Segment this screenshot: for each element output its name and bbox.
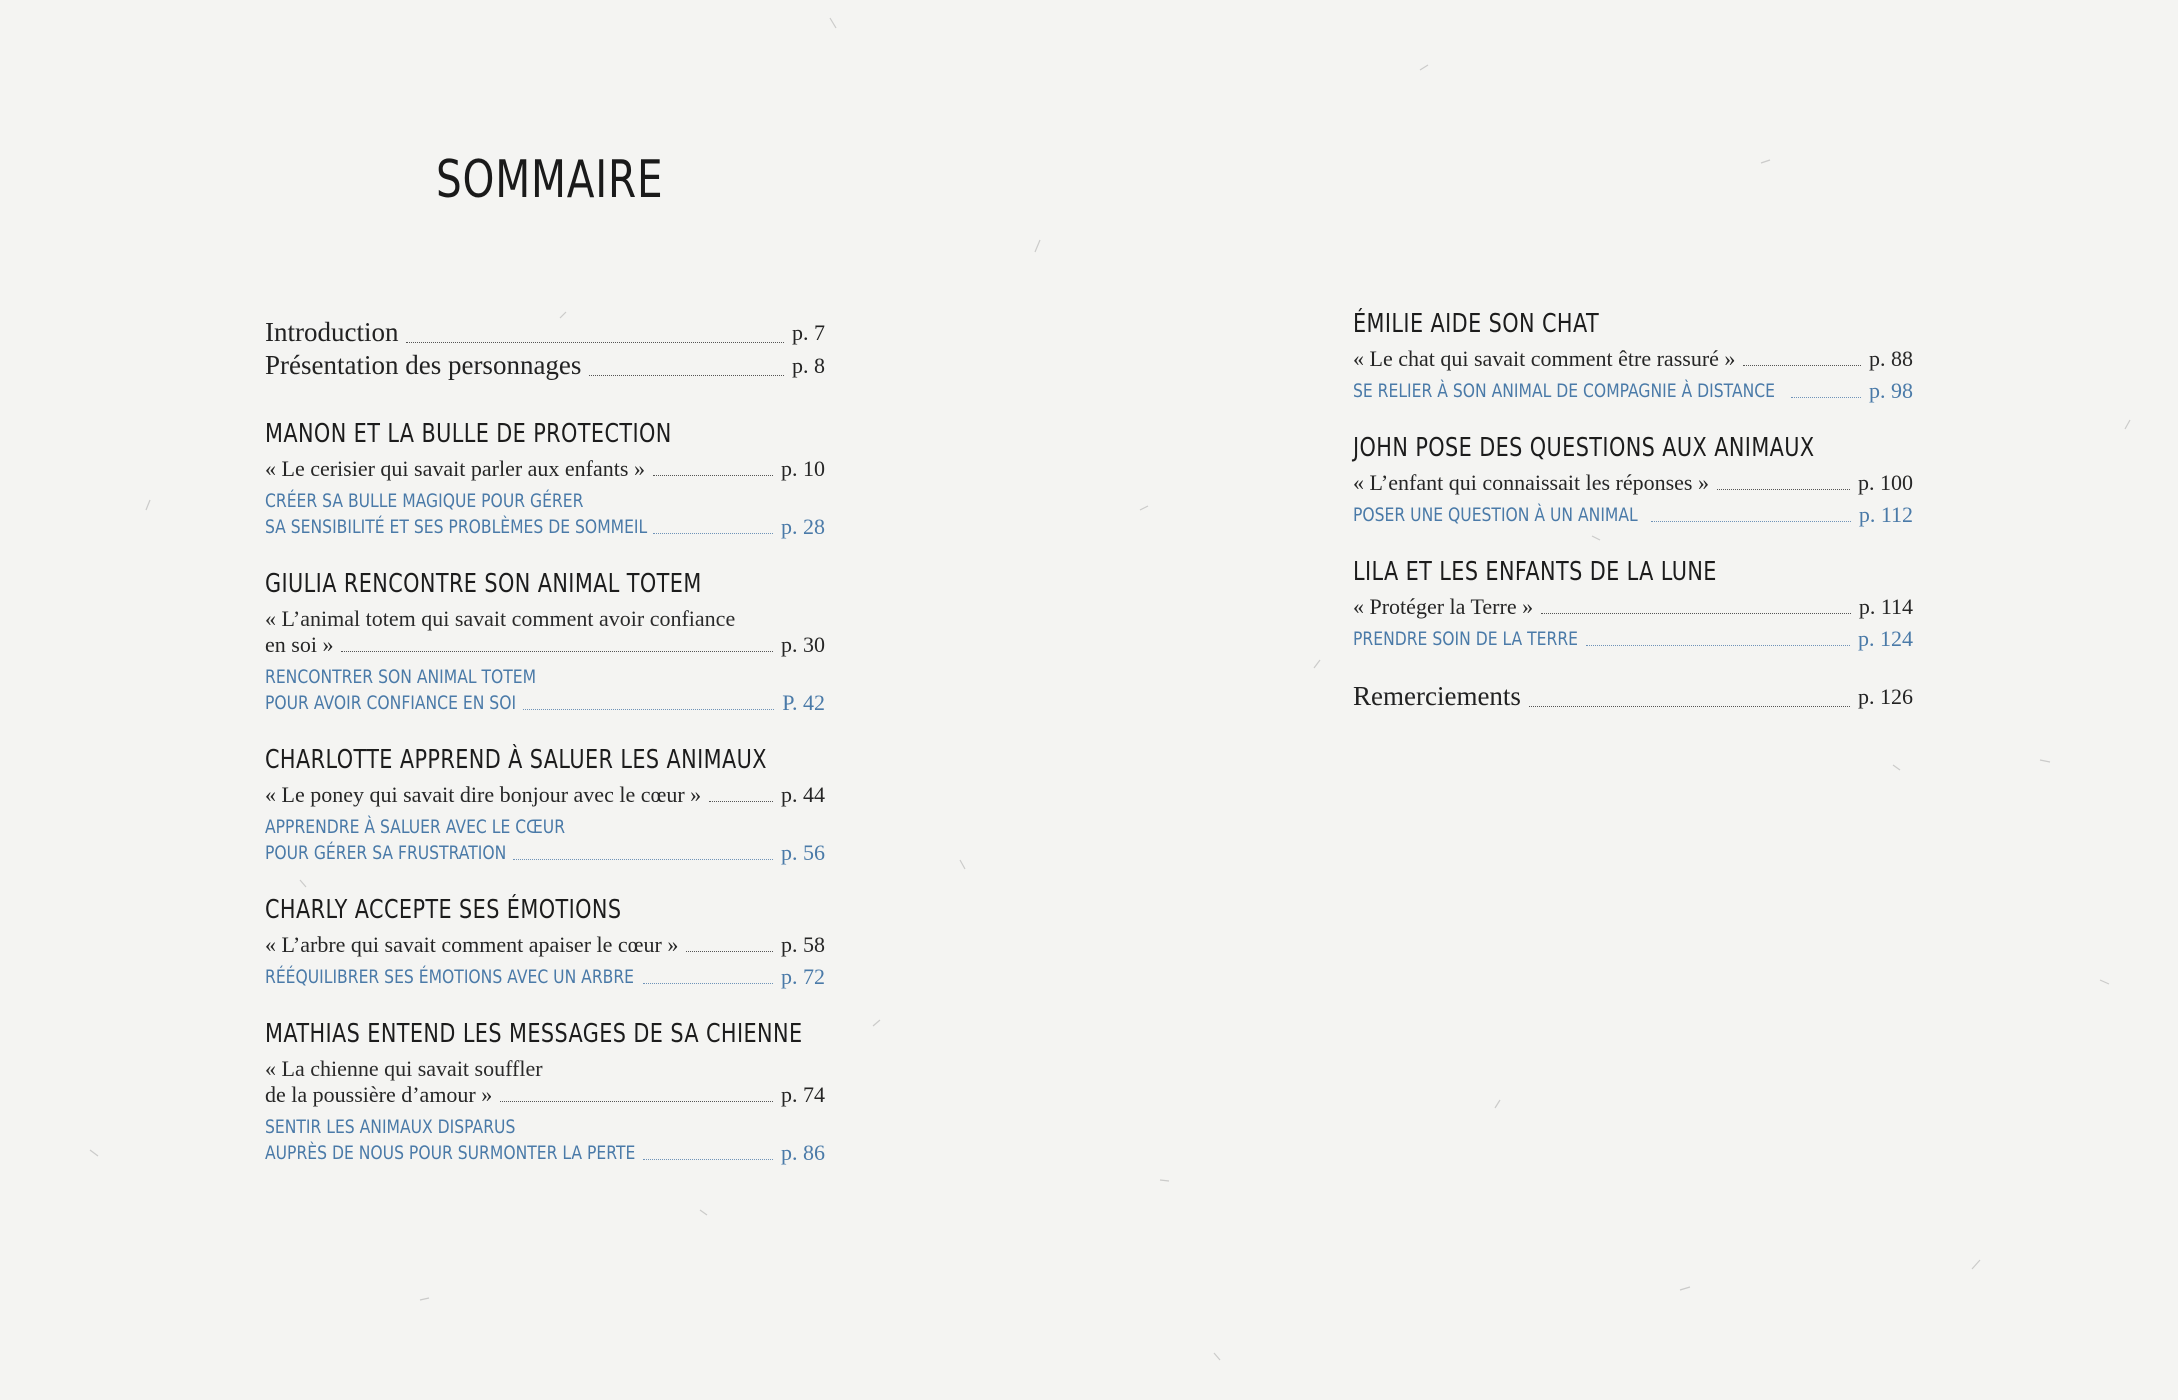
activity-entry[interactable] <box>1353 378 1913 404</box>
page-number: P. 42 <box>782 690 825 715</box>
activity-title <box>265 488 648 540</box>
story-entry[interactable] <box>265 782 825 808</box>
dot-leader <box>643 983 773 984</box>
story-entry[interactable] <box>1353 346 1913 372</box>
story-title: « Le chat qui savait comment être rassuré » <box>1353 346 1736 371</box>
chapter-charly <box>265 894 825 990</box>
story-entry[interactable] <box>265 932 825 958</box>
chapter-heading: ÉMILIE AIDE SON CHAT <box>1353 309 1600 339</box>
story-title-line: « La chienne qui savait souffler <box>265 1056 543 1081</box>
dot-leader <box>709 801 773 802</box>
page-number: p. 44 <box>781 782 825 807</box>
chapter-heading: GIULIA RENCONTRE SON ANIMAL TOTEM <box>265 569 702 599</box>
activity-title <box>1353 502 1643 528</box>
story-title: « Le cerisier qui savait parler aux enfants » <box>265 456 645 481</box>
dot-leader <box>406 342 784 343</box>
page-number: p. 88 <box>1869 346 1913 371</box>
page-number: p. 56 <box>781 840 825 865</box>
activity-title <box>265 814 566 866</box>
activity-line: APPRENDRE À SALUER AVEC LE CŒUR <box>265 816 566 838</box>
story-title-line: en soi » <box>265 632 334 657</box>
story-entry[interactable] <box>1353 470 1913 496</box>
activity-title <box>1353 626 1578 652</box>
dot-leader <box>1541 613 1851 614</box>
activity-entry[interactable] <box>265 814 825 866</box>
toc-left-column <box>265 316 825 1194</box>
activity-entry[interactable] <box>265 1114 825 1166</box>
dot-leader <box>513 859 773 860</box>
dot-leader <box>643 1159 773 1160</box>
page-number: p. 100 <box>1858 470 1913 495</box>
story-title: « L’arbre qui savait comment apaiser le cœur » <box>265 932 679 957</box>
page-number: p. 98 <box>1869 378 1913 403</box>
activity-line: RENCONTRER SON ANIMAL TOTEM <box>265 666 537 688</box>
page-title: SOMMAIRE <box>436 150 664 210</box>
story-title-line: « L’animal totem qui savait comment avoir confiance <box>265 606 736 631</box>
dot-leader <box>589 375 784 376</box>
chapter-heading: LILA ET LES ENFANTS DE LA LUNE <box>1353 557 1717 587</box>
dot-leader <box>1586 645 1850 646</box>
entry-label: Introduction <box>265 317 399 347</box>
activity-entry[interactable] <box>265 964 825 990</box>
toc-right-column <box>1353 308 1913 713</box>
activity-title <box>265 1114 635 1166</box>
activity-line: SA SENSIBILITÉ ET SES PROBLÈMES DE SOMMEIL <box>265 516 648 538</box>
chapter-heading: CHARLY ACCEPTE SES ÉMOTIONS <box>265 895 622 925</box>
activity-line: AUPRÈS DE NOUS POUR SURMONTER LA PERTE <box>265 1142 636 1164</box>
page-number: p. 124 <box>1858 626 1913 651</box>
dot-leader <box>523 709 774 710</box>
page-number: p. 28 <box>781 514 825 539</box>
chapter-giulia <box>265 568 825 716</box>
chapter-lila <box>1353 556 1913 652</box>
dot-leader <box>1529 706 1850 707</box>
page-number: p. 58 <box>781 932 825 957</box>
activity-title <box>265 664 537 716</box>
dot-leader <box>1743 365 1861 366</box>
page-number: p. 126 <box>1858 684 1913 709</box>
chapter-mathias <box>265 1018 825 1166</box>
dot-leader <box>653 475 773 476</box>
activity-entry[interactable] <box>1353 626 1913 652</box>
toc-entry-presentation[interactable] <box>265 349 825 382</box>
page-number: p. 112 <box>1858 502 1913 527</box>
story-entry[interactable] <box>265 1082 825 1108</box>
story-entry[interactable] <box>1353 594 1913 620</box>
page-number: p. 7 <box>792 320 825 345</box>
dot-leader <box>686 951 773 952</box>
activity-line: POUR AVOIR CONFIANCE EN SOI <box>265 692 517 714</box>
activity-line: POUR GÉRER SA FRUSTRATION <box>265 842 507 864</box>
dot-leader <box>341 651 773 652</box>
activity-line: SENTIR LES ANIMAUX DISPARUS <box>265 1116 516 1138</box>
activity-title <box>265 964 635 990</box>
page-number: p. 8 <box>792 353 825 378</box>
dot-leader <box>1717 489 1850 490</box>
activity-entry[interactable] <box>265 488 825 540</box>
story-title: « Protéger la Terre » <box>1353 594 1534 619</box>
story-title: « L’enfant qui connaissait les réponses » <box>1353 470 1709 495</box>
dot-leader <box>653 533 773 534</box>
activity-line: RÉÉQUILIBRER SES ÉMOTIONS AVEC UN ARBRE <box>265 966 635 988</box>
dot-leader <box>1791 397 1861 398</box>
activity-line: POSER UNE QUESTION À UN ANIMAL <box>1353 504 1638 526</box>
chapter-heading: MATHIAS ENTEND LES MESSAGES DE SA CHIENNE <box>265 1019 803 1049</box>
page-number: p. 30 <box>781 632 825 657</box>
page-number: p. 72 <box>781 964 825 989</box>
chapter-emilie <box>1353 308 1913 404</box>
page-number: p. 74 <box>781 1082 825 1107</box>
toc-entry-introduction[interactable] <box>265 316 825 349</box>
activity-line: CRÉER SA BULLE MAGIQUE POUR GÉRER <box>265 490 584 512</box>
chapter-manon <box>265 418 825 540</box>
dot-leader <box>500 1101 773 1102</box>
chapter-charlotte <box>265 744 825 866</box>
entry-label: Remerciements <box>1353 681 1521 711</box>
toc-entry-remerciements[interactable] <box>1353 680 1913 713</box>
chapter-heading: MANON ET LA BULLE DE PROTECTION <box>265 419 672 449</box>
chapter-john <box>1353 432 1913 528</box>
page-number: p. 114 <box>1858 594 1913 619</box>
chapter-heading: JOHN POSE DES QUESTIONS AUX ANIMAUX <box>1353 433 1815 463</box>
story-title-line: de la poussière d’amour » <box>265 1082 493 1107</box>
activity-entry[interactable] <box>265 664 825 716</box>
entry-label: Présentation des personnages <box>265 350 582 380</box>
page-number: p. 86 <box>781 1140 825 1165</box>
story-entry[interactable] <box>265 632 825 658</box>
front-matter <box>265 316 825 382</box>
activity-title <box>1353 378 1783 404</box>
activity-line: SE RELIER À SON ANIMAL DE COMPAGNIE À DISTANCE <box>1353 380 1775 402</box>
page-number: p. 10 <box>781 456 825 481</box>
story-title: « Le poney qui savait dire bonjour avec le cœur » <box>265 782 702 807</box>
story-entry[interactable] <box>265 456 825 482</box>
dot-leader <box>1651 521 1851 522</box>
activity-line: PRENDRE SOIN DE LA TERRE <box>1353 628 1579 650</box>
chapter-heading: CHARLOTTE APPREND À SALUER LES ANIMAUX <box>265 745 767 775</box>
activity-entry[interactable] <box>1353 502 1913 528</box>
